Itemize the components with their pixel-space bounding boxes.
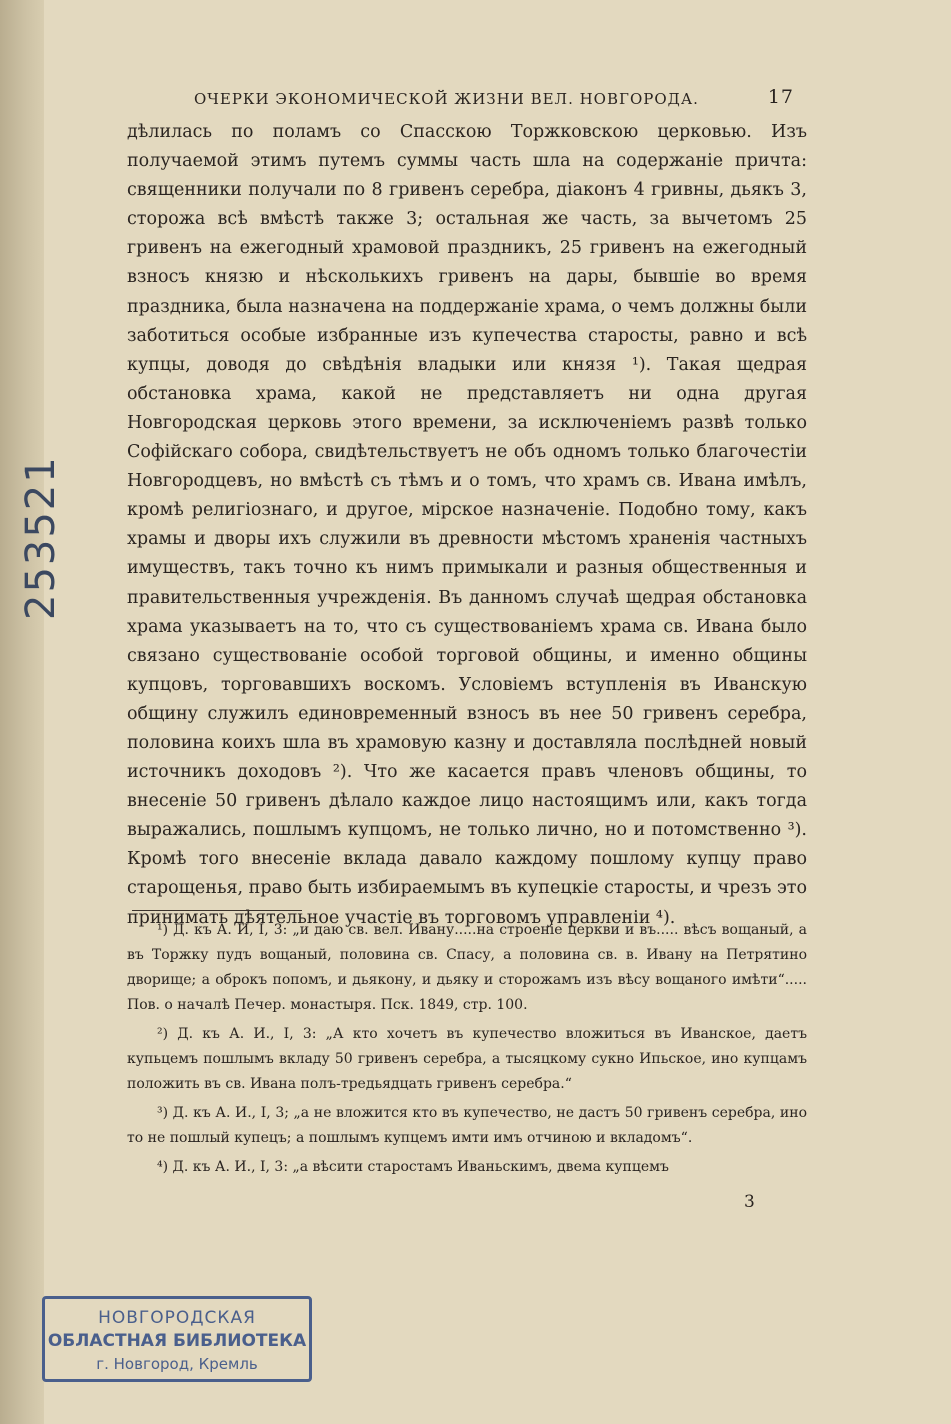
library-stamp	[42, 1296, 312, 1382]
footnotes	[127, 918, 807, 1184]
footnote-2: ²) Д. къ А. И., I, 3: „А кто хочетъ въ купечество вложиться въ Иванское, даетъ купьцемъ пошлымъ вкладу 50 гривенъ серебра, а тысяцкому сукно Ипьское, ино купцамъ положить въ св. Ивана полъ-тредьядцать гривенъ серебра.“	[127, 1026, 807, 1092]
footnote-4: ⁴) Д. къ А. И., I, 3: „а вѣсити старостамъ Иваньскимъ, двема купцемъ	[157, 1159, 669, 1175]
footnote-separator	[132, 910, 302, 911]
page-number: 17	[767, 86, 794, 108]
book-binding-edge	[0, 0, 44, 1424]
handwritten-inventory-number: 253521	[18, 455, 64, 620]
stamp-line-3: г. Новгород, Кремль	[96, 1355, 258, 1373]
main-text	[127, 118, 807, 933]
footnote-1: ¹) Д. къ А. И, I, 3: „и даю св. вел. Ивану.....на строеніе церкви и въ..... вѣсъ вощаный, а въ Торжку пудъ вощаный, половина св. Спасу, а половина св. в. Ивану на Петрятино дворище; а оброкъ попомъ, и дьякону, и дьяку и сторожамъ изъ вѣсу вощаного имѣти“..... Пов. о началѣ Печер. монастыря. Пск. 1849, стр. 100.	[127, 922, 807, 1013]
page-header	[194, 86, 794, 110]
stamp-line-1: НОВГОРОДСКАЯ	[98, 1308, 256, 1328]
footnote-3: ³) Д. къ А. И., I, 3; „а не вложится кто въ купечество, не дастъ 50 гривенъ серебра, ино то не пошлый купецъ; а пошлымъ купцемъ имти имъ отчиною и вкладомъ“.	[127, 1105, 807, 1146]
book-page	[44, 0, 951, 1424]
running-head: ОЧЕРКИ ЭКОНОМИЧЕСКОЙ ЖИЗНИ ВЕЛ. НОВГОРОДА.	[194, 90, 699, 108]
main-paragraph: дѣлилась по поламъ со Спасскою Торжковскою церковью. Изъ получаемой этимъ путемъ суммы часть шла на содержаніе причта: священники получали по 8 гривенъ серебра, діаконъ 4 гривны, дьякъ 3, сторожа всѣ вмѣстѣ также 3; остальная же часть, за вычетомъ 25 гривенъ на ежегодный храмовой праздникъ, 25 гривенъ на ежегодный взносъ князю и нѣсколькихъ гривенъ на дары, бывшіе во время праздника, была назначена на поддержаніе храма, о чемъ должны были заботиться особые избранные изъ купечества старосты, равно и всѣ купцы, доводя до свѣдѣнія владыки или князя ¹). Такая щедрая обстановка храма, какой не представляетъ ни одна другая Новгородская церковь этого времени, за исключеніемъ развѣ только Софійскаго собора, свидѣтельствуетъ не объ одномъ только благочестіи Новгородцевъ, но вмѣстѣ съ тѣмъ и о томъ, что храмъ св. Ивана имѣлъ, кромѣ религіознаго, и другое, мірское назначеніе. Подобно тому, какъ храмы и дворы ихъ служили въ древности мѣстомъ храненія частныхъ имуществъ, такъ точно къ нимъ примыкали и разныя общественныя и правительственныя учрежденія. Въ данномъ случаѣ щедрая обстановка храма указываетъ на то, что съ существованіемъ храма св. Ивана было связано существованіе особой торговой общины, и именно общины купцовъ, торговавшихъ воскомъ. Условіемъ вступленія въ Иванскую общину служилъ единовременный взносъ въ нее 50 гривенъ серебра, половина коихъ шла въ храмовую казну и доставляла послѣдней новый источникъ доходовъ ²). Что же касается правъ членовъ общины, то внесеніе 50 гривенъ дѣлало каждое лицо настоящимъ или, какъ тогда выражались, пошлымъ купцомъ, не только лично, но и потомственно ³). Кромѣ того внесеніе вклада давало каждому пошлому купцу право старощенья, право быть избираемымъ въ купецкіе старосты, и чрезъ это принимать дѣятельное участіе въ торговомъ управленіи ⁴).	[127, 122, 807, 928]
stamp-line-2: ОБЛАСТНАЯ БИБЛИОТЕКА	[47, 1331, 307, 1351]
signature-mark: 3	[744, 1192, 755, 1212]
